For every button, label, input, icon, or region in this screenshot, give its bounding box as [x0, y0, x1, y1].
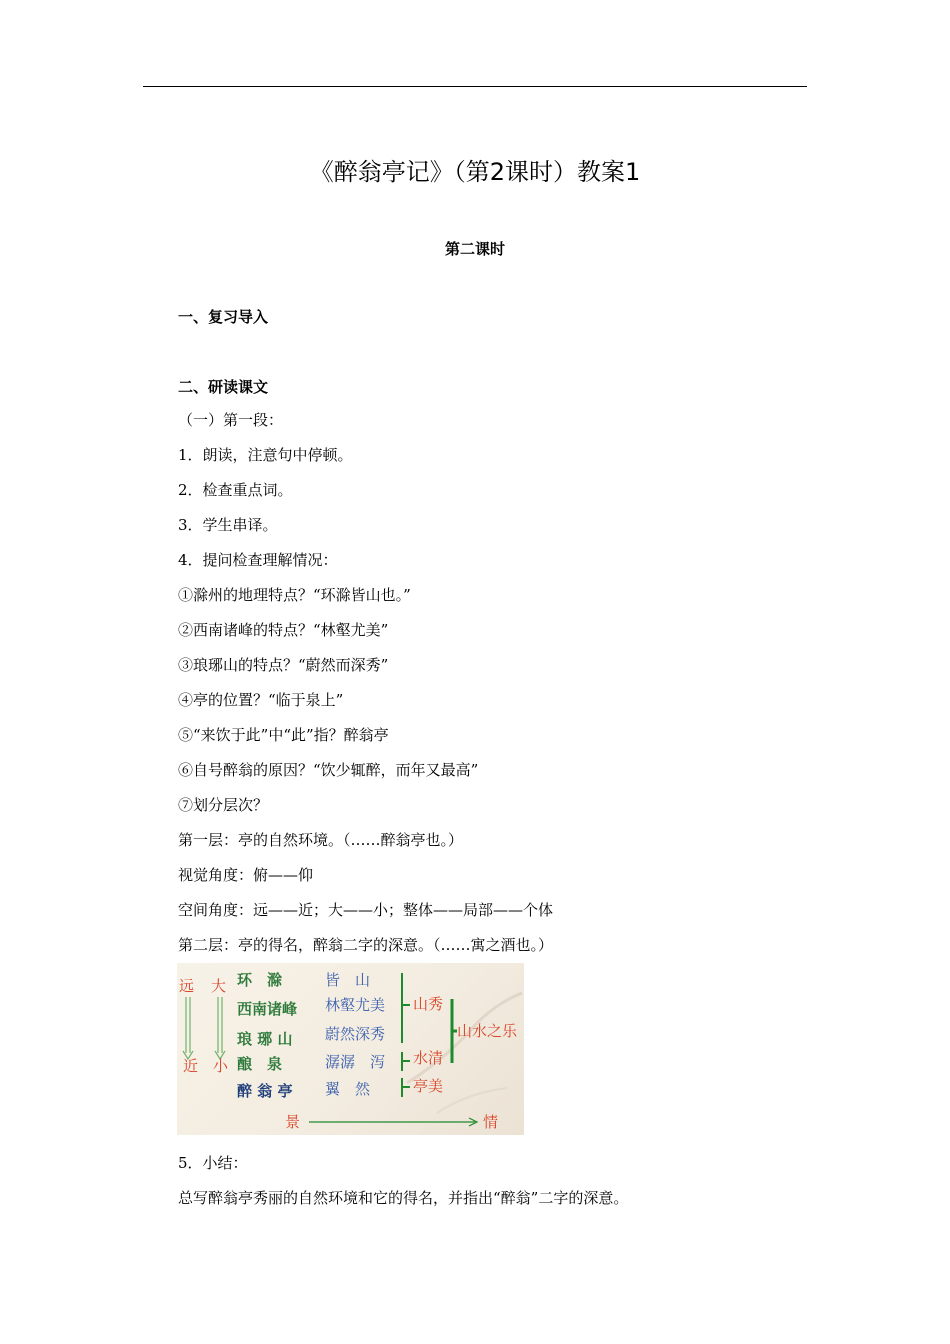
text-line: 1．朗读，注意句中停顿。 [178, 446, 353, 464]
text-line: ⑦划分层次？ [178, 796, 269, 814]
page-title: 《醉翁亭记》（第2课时）教案1 [309, 158, 641, 186]
place-item: 琅 琊 山 [237, 1030, 293, 1048]
jing-label: 景 [285, 1113, 301, 1131]
shan-xiu-label: 山秀 [413, 995, 444, 1013]
page-subtitle: 第二课时 [444, 240, 505, 258]
text-line: 3．学生串译。 [178, 516, 278, 534]
feature-item: 皆 山 [325, 971, 371, 989]
text-line: 空间角度：远——近；大——小；整体——局部——个体 [178, 901, 554, 919]
summary-text: 总写醉翁亭秀丽的自然环境和它的得名，并指出“醉翁”二字的深意。 [178, 1189, 629, 1207]
place-item: 醉 翁 亭 [237, 1082, 293, 1100]
diagram-canvas [177, 963, 524, 1135]
text-line: ⑥自号醉翁的原因？“饮少辄醉，而年又最高” [178, 761, 479, 779]
place-item: 酿 泉 [237, 1055, 283, 1073]
text-line: ③琅琊山的特点？“蔚然而深秀” [178, 656, 389, 674]
text-line: ①滁州的地理特点？“环滁皆山也。” [178, 586, 411, 604]
feature-item: 蔚然深秀 [325, 1025, 386, 1043]
feature-item: 林壑尤美 [325, 996, 386, 1014]
place-item: 西南诸峰 [237, 1000, 298, 1018]
section-heading-study: 二、研读课文 [178, 378, 269, 396]
summary-label: 5．小结： [178, 1154, 248, 1172]
text-line: （一）第一段： [178, 411, 284, 429]
feature-item: 翼 然 [325, 1080, 371, 1098]
text-line: 第一层：亭的自然环境。（……醉翁亭也。） [178, 831, 464, 849]
shui-qing-label: 水清 [413, 1049, 444, 1067]
small-label: 小 [213, 1057, 229, 1075]
place-item: 环 滁 [237, 971, 283, 989]
ting-mei-label: 亭美 [413, 1077, 444, 1095]
far-label: 远 [179, 977, 195, 995]
landscape-diagram [177, 963, 524, 1135]
text-line: 4．提问检查理解情况： [178, 551, 338, 569]
text-line: 2．检查重点词。 [178, 481, 293, 499]
section-heading-review: 一、复习导入 [178, 308, 269, 326]
text-line: 视觉角度：俯——仰 [178, 866, 314, 884]
qing-label: 情 [483, 1113, 499, 1131]
text-line: ②西南诸峰的特点？“林壑尤美” [178, 621, 389, 639]
shan-shui-label: 山水之乐 [457, 1022, 518, 1040]
big-label: 大 [211, 977, 227, 995]
text-line: 第二层：亭的得名，醉翁二字的深意。（……寓之酒也。） [178, 936, 554, 954]
header-rule [143, 86, 807, 87]
feature-item: 潺潺 泻 [325, 1053, 386, 1071]
text-line: ④亭的位置？“临于泉上” [178, 691, 344, 709]
decoration-branch [437, 1088, 507, 1113]
near-label: 近 [183, 1057, 199, 1075]
text-line: ⑤“来饮于此”中“此”指？醉翁亭 [178, 726, 389, 744]
